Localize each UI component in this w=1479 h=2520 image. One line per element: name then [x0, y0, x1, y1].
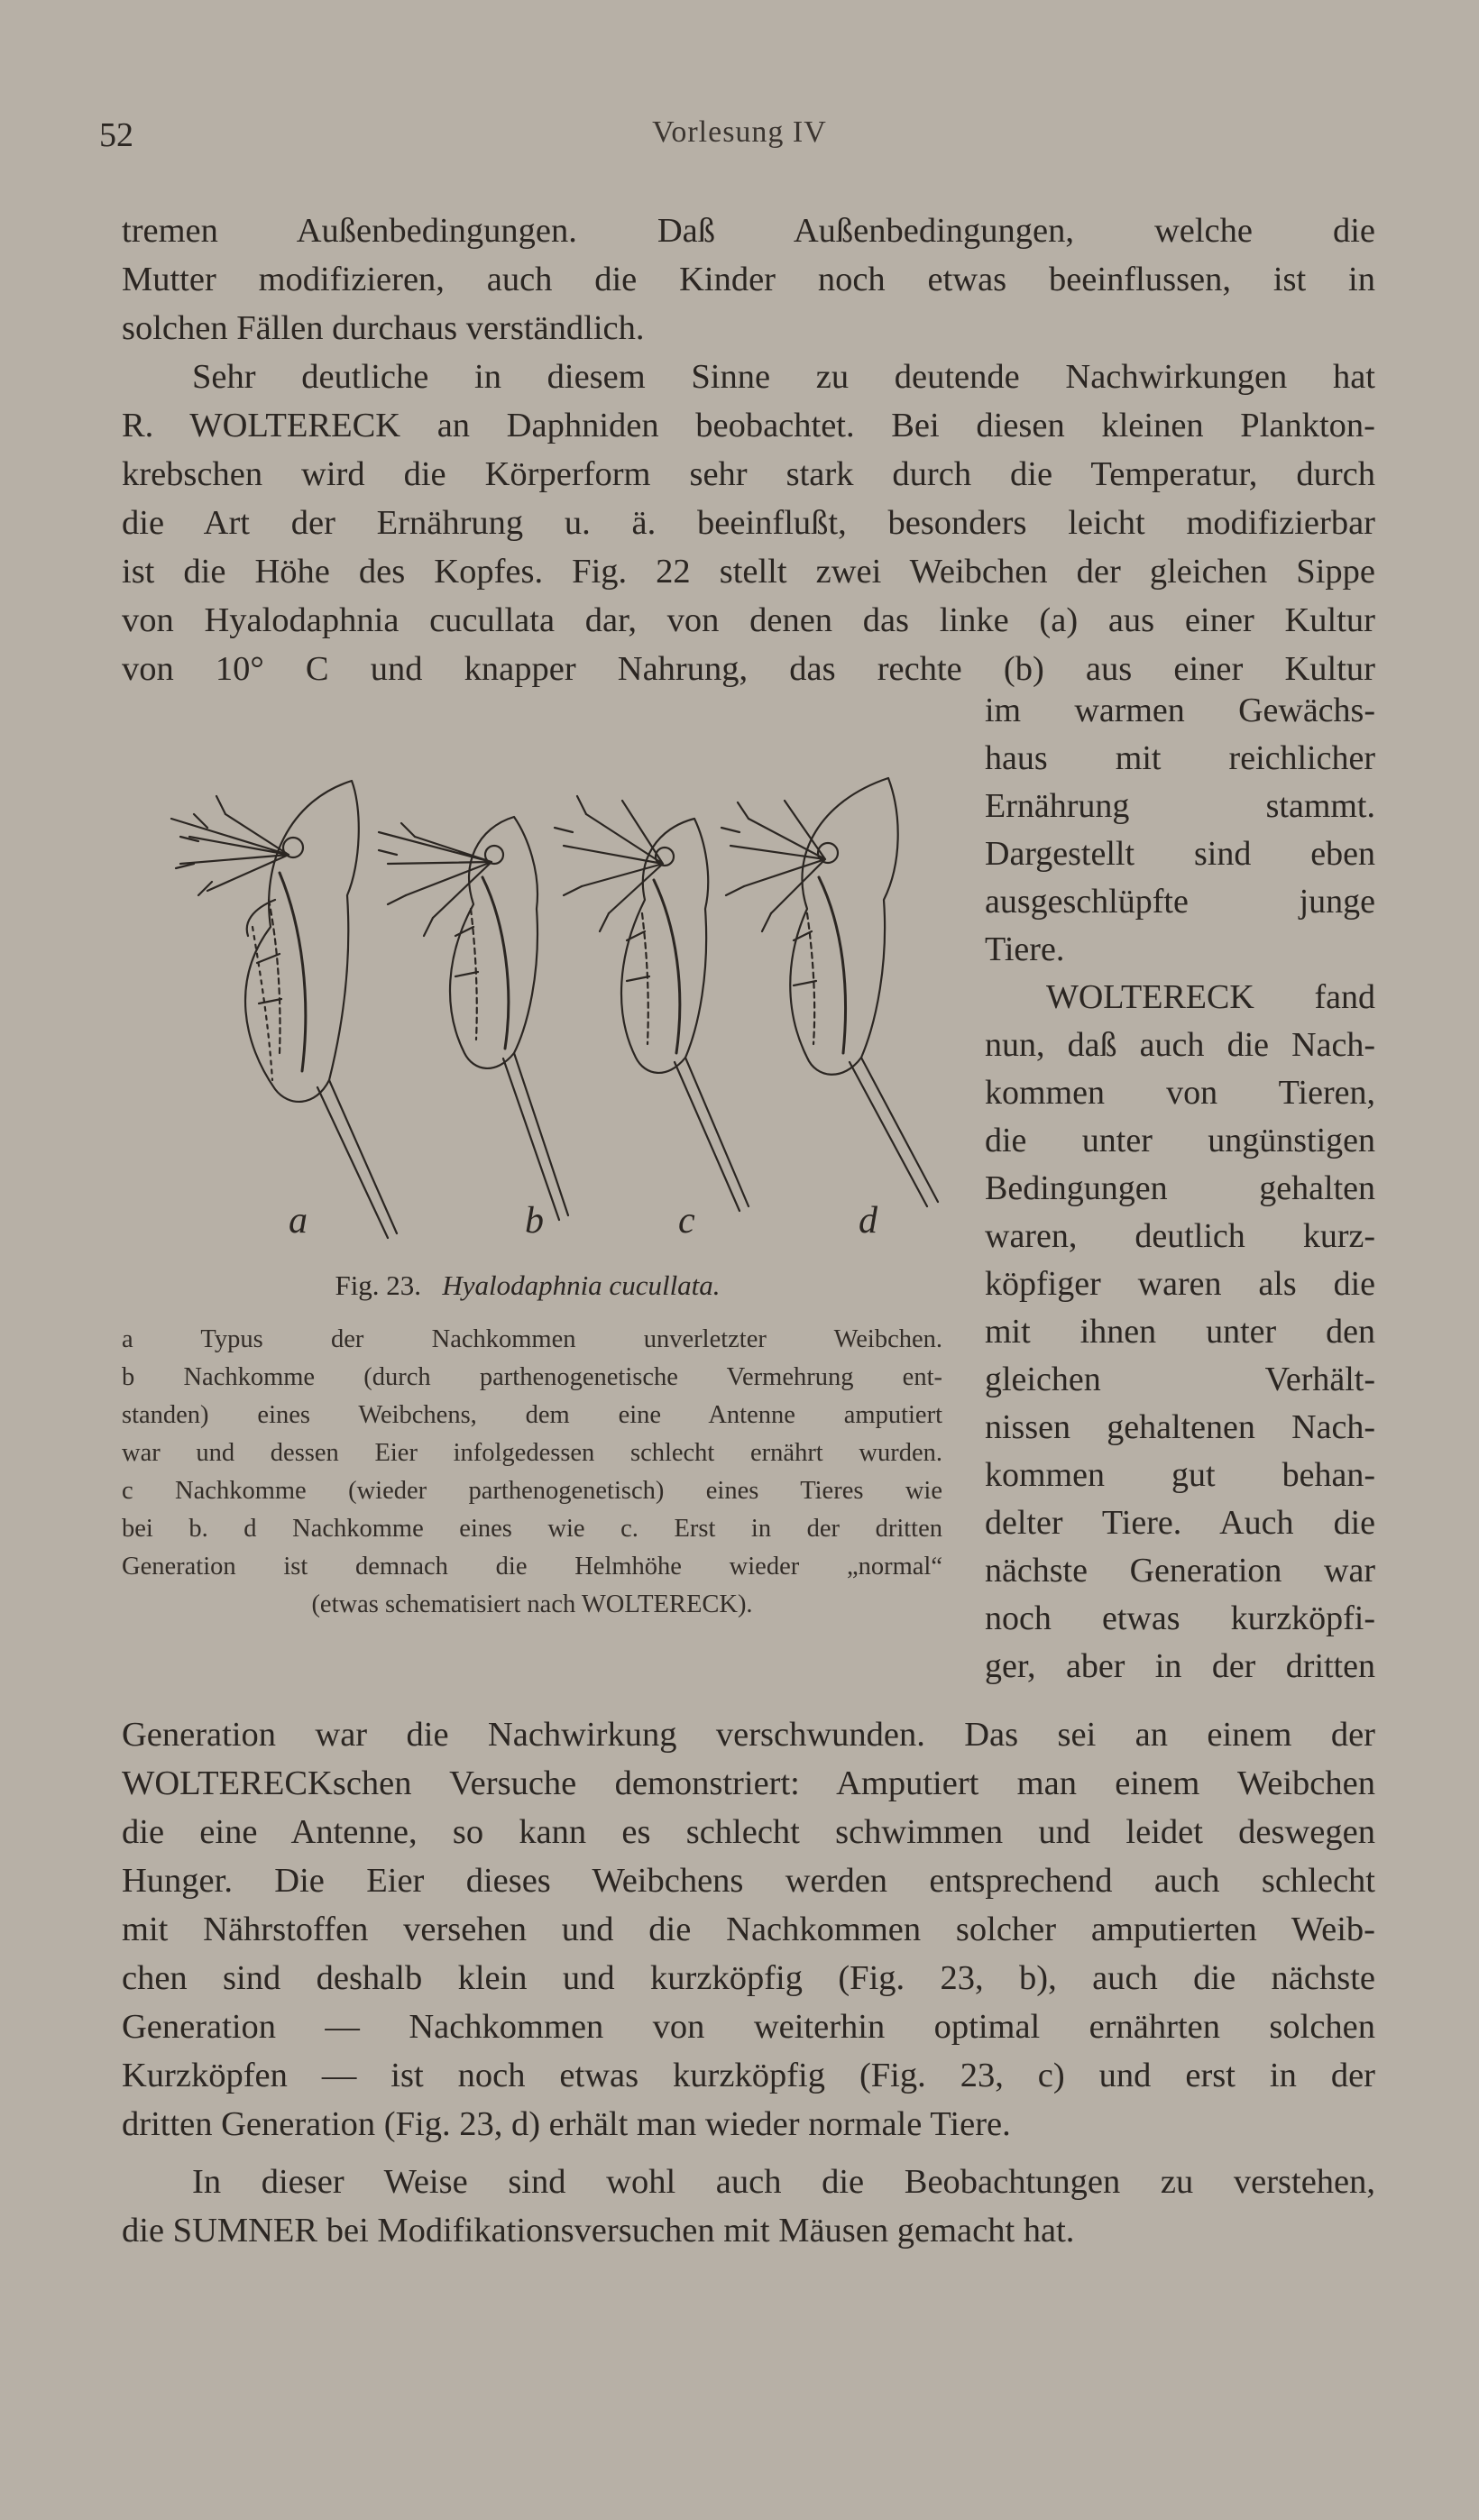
body-line: Generation war die Nachwirkung verschwunden. Das sei an einem der	[122, 1716, 1375, 1754]
figure-label: Fig. 23.	[335, 1269, 422, 1301]
daphnia-c-drawing	[555, 796, 749, 1211]
body-line: tremen Außenbedingungen. Daß Außenbedingungen, welche die	[122, 212, 1375, 250]
column-line: haus mit reichlicher	[985, 739, 1375, 777]
column-line: ausgeschlüpfte junge	[985, 883, 1375, 921]
column-line: Ernährung stammt.	[985, 787, 1375, 825]
figure-caption-title	[122, 1269, 933, 1302]
body-line: Mutter modifizieren, auch die Kinder noch etwas beeinflussen, ist in	[122, 261, 1375, 298]
daphnia-d-drawing	[721, 778, 938, 1206]
column-line: kommen gut behan-	[985, 1456, 1375, 1494]
column-line: nun, daß auch die Nach-	[985, 1026, 1375, 1064]
figure-23-illustration	[117, 729, 974, 1242]
column-line: noch etwas kurzköpfi-	[985, 1599, 1375, 1637]
figure-letter-d: d	[859, 1200, 877, 1242]
column-line: mit ihnen unter den	[985, 1313, 1375, 1351]
body-line: solchen Fällen durchaus verständlich.	[122, 309, 645, 347]
body-line: Sehr deutliche in diesem Sinne zu deutende Nachwirkungen hat	[192, 358, 1375, 396]
body-line: dritten Generation (Fig. 23, d) erhält man wieder normale Tiere.	[122, 2105, 1011, 2143]
daphnia-b-drawing	[379, 817, 568, 1220]
body-line: R. WOLTERECK an Daphniden beobachtet. Bei diesen kleinen Plankton-	[122, 407, 1375, 444]
caption-line: war und dessen Eier infolgedessen schlecht ernährt wurden.	[122, 1439, 942, 1467]
column-line: delter Tiere. Auch die	[985, 1504, 1375, 1542]
caption-line: Generation ist demnach die Helmhöhe wieder „normal“	[122, 1553, 942, 1581]
caption-line: bei b. d Nachkomme eines wie c. Erst in der dritten	[122, 1515, 942, 1543]
caption-line: a Typus der Nachkommen unverletzter Weibchen.	[122, 1325, 942, 1353]
body-line: Generation — Nachkommen von weiterhin optimal ernährten solchen	[122, 2008, 1375, 2046]
column-line: Bedingungen gehalten	[985, 1169, 1375, 1207]
daphnia-a-drawing	[171, 781, 397, 1238]
running-title: Vorlesung IV	[652, 115, 827, 149]
body-line: ist die Höhe des Kopfes. Fig. 22 stellt zwei Weibchen der gleichen Sippe	[122, 553, 1375, 591]
column-line: waren, deutlich kurz-	[985, 1217, 1375, 1255]
body-line: WOLTERECKschen Versuche demonstriert: Amputiert man einem Weibchen	[122, 1764, 1375, 1802]
body-line: von Hyalodaphnia cucullata dar, von denen das linke (a) aus einer Kultur	[122, 601, 1375, 639]
column-line: Dargestellt sind eben	[985, 835, 1375, 873]
column-line: nissen gehaltenen Nach-	[985, 1408, 1375, 1446]
caption-line: b Nachkomme (durch parthenogenetische Vermehrung ent-	[122, 1363, 942, 1391]
column-line: Tiere.	[985, 930, 1065, 968]
figure-letter-a: a	[289, 1200, 308, 1242]
body-line: mit Nährstoffen versehen und die Nachkommen solcher amputierten Weib-	[122, 1911, 1375, 1948]
column-line: die unter ungünstigen	[985, 1122, 1375, 1159]
column-line: gleichen Verhält-	[985, 1361, 1375, 1398]
column-line: ger, aber in der dritten	[985, 1647, 1375, 1685]
body-line: die SUMNER bei Modifikationsversuchen mit Mäusen gemacht hat.	[122, 2212, 1075, 2250]
figure-species: Hyalodaphnia cucullata.	[442, 1269, 721, 1301]
body-line: krebschen wird die Körperform sehr stark durch die Temperatur, durch	[122, 455, 1375, 493]
body-line: Kurzköpfen — ist noch etwas kurzköpfig (Fig. 23, c) und erst in der	[122, 2057, 1375, 2094]
caption-line: c Nachkomme (wieder parthenogenetisch) eines Tieres wie	[122, 1477, 942, 1505]
column-line: köpfiger waren als die	[985, 1265, 1375, 1303]
caption-line: standen) eines Weibchens, dem eine Antenne amputiert	[122, 1401, 942, 1429]
column-line: nächste Generation war	[985, 1552, 1375, 1590]
page-header	[99, 115, 1380, 160]
figure-letter-b: b	[525, 1200, 544, 1242]
body-line: die Art der Ernährung u. ä. beeinflußt, besonders leicht modifizierbar	[122, 504, 1375, 542]
column-line: kommen von Tieren,	[985, 1074, 1375, 1112]
body-line: chen sind deshalb klein und kurzköpfig (Fig. 23, b), auch die nächste	[122, 1959, 1375, 1997]
figure-letter-c: c	[678, 1200, 695, 1242]
body-line: In dieser Weise sind wohl auch die Beobachtungen zu verstehen,	[192, 2163, 1375, 2201]
column-line: WOLTERECK fand	[1046, 978, 1375, 1016]
column-line: im warmen Gewächs-	[985, 692, 1375, 729]
body-line: Hunger. Die Eier dieses Weibchens werden entsprechend auch schlecht	[122, 1862, 1375, 1900]
caption-line: (etwas schematisiert nach WOLTERECK).	[311, 1590, 753, 1618]
body-line: die eine Antenne, so kann es schlecht schwimmen und leidet deswegen	[122, 1813, 1375, 1851]
page-number: 52	[99, 116, 133, 154]
body-line: von 10° C und knapper Nahrung, das rechte (b) aus einer Kultur	[122, 650, 1375, 688]
